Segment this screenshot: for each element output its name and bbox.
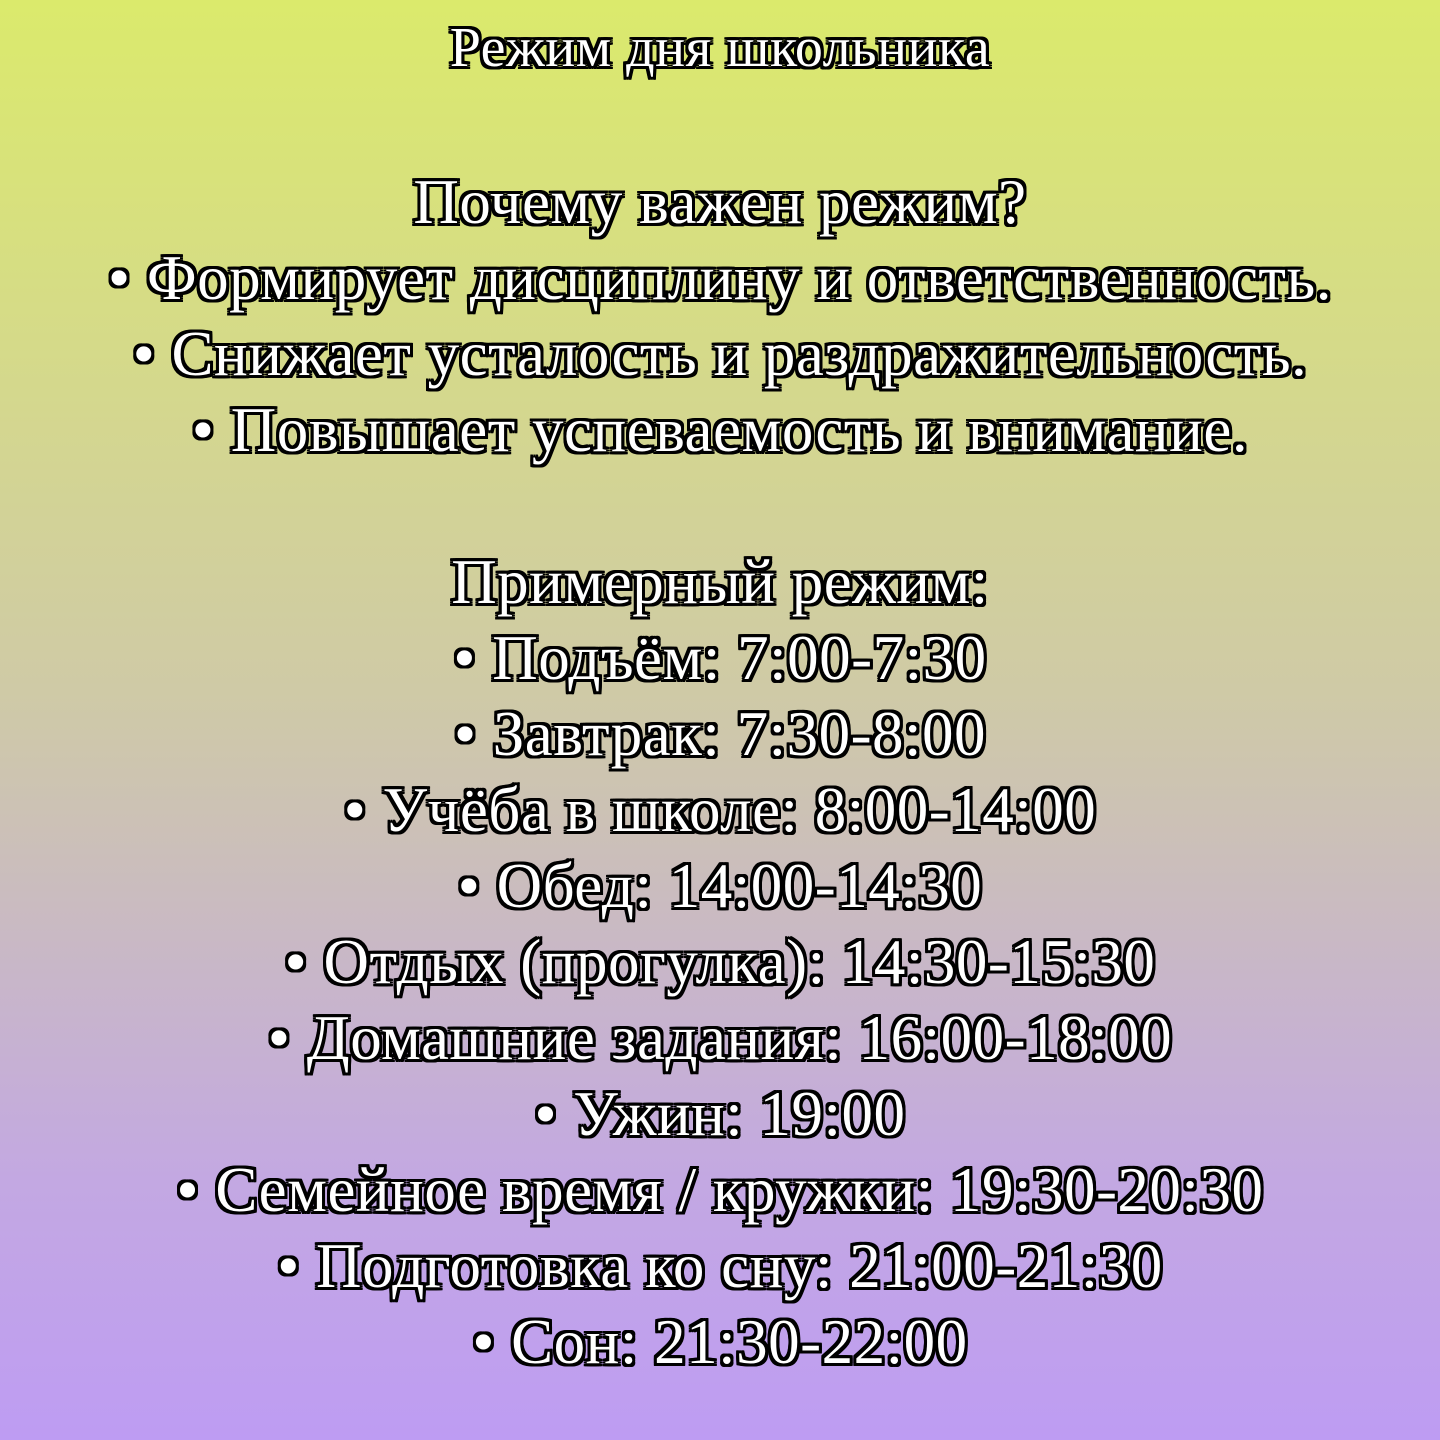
why-item: • Формирует дисциплину и ответственность. [108,243,1332,313]
schedule-item: • Завтрак: 7:30-8:00 [453,699,987,769]
schedule-item: • Ужин: 19:00 [534,1079,906,1149]
why-item: • Повышает успеваемость и внимание. [191,395,1249,465]
schedule-heading: Примерный режим: [451,547,989,617]
schedule-item: • Учёба в школе: 8:00-14:00 [343,775,1097,845]
schedule-item: • Обед: 14:00-14:30 [457,851,983,921]
why-item: • Снижает усталость и раздражительность. [132,319,1308,389]
page-title: Режим дня школьника [449,17,991,79]
schedule-item: • Домашние задания: 16:00-18:00 [267,1003,1173,1073]
why-heading: Почему важен режим? [413,167,1027,237]
schedule-item: • Сон: 21:30-22:00 [472,1307,968,1377]
schedule-item: • Подготовка ко сну: 21:00-21:30 [277,1231,1163,1301]
schedule-item: • Подъём: 7:00-7:30 [453,623,987,693]
schedule-item: • Семейное время / кружки: 19:30-20:30 [176,1155,1264,1225]
schedule-item: • Отдых (прогулка): 14:30-15:30 [284,927,1156,997]
